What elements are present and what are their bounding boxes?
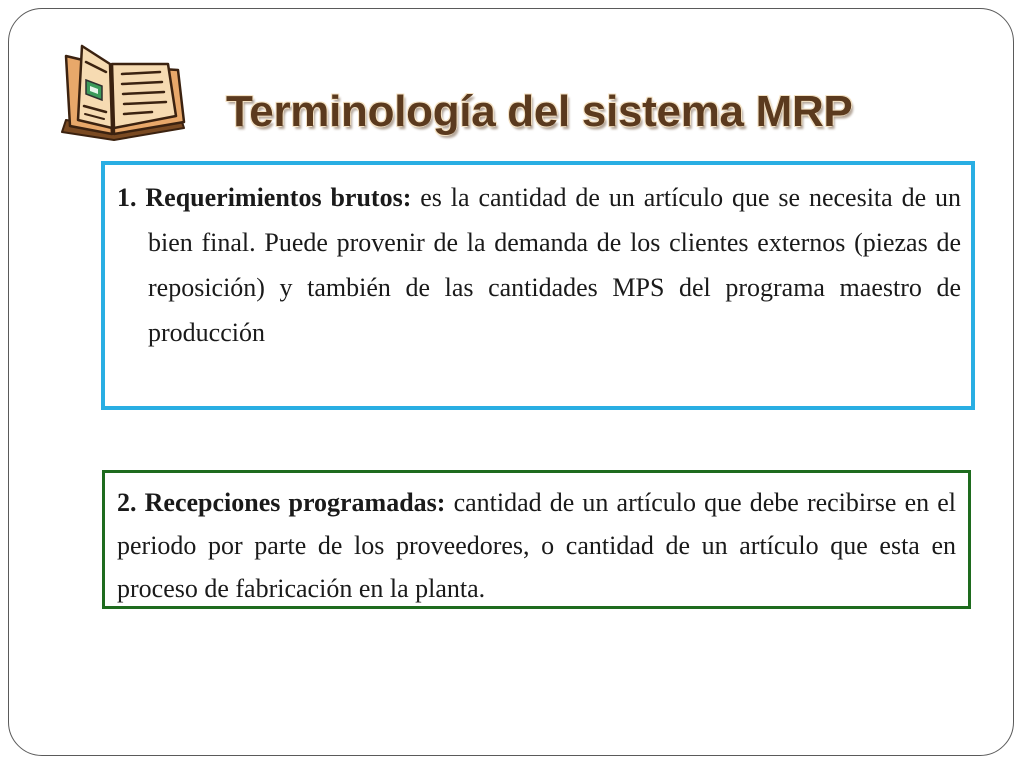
- slide-title: Terminología del sistema MRP: [226, 87, 853, 136]
- open-book-icon: [52, 36, 192, 148]
- definition-box-1: [101, 161, 975, 410]
- definition-2: [117, 481, 956, 610]
- definition-box-2: [102, 470, 971, 609]
- definition-1-term: 1. Requerimientos brutos:: [117, 183, 412, 212]
- definition-2-term: 2. Recepciones programadas:: [117, 488, 446, 517]
- definition-1-text: es la cantidad de un artículo que se necesita de un bien final. Puede provenir de la demanda de los clientes externos (piezas de reposición) y también de las cantidades MPS del programa maestro de producción: [148, 183, 962, 347]
- definition-2-text: cantidad de un artículo que debe recibirse en el periodo por parte de los proveedores, o cantidad de un artículo que esta en proceso de fabricación en la planta.: [117, 488, 956, 603]
- definition-1: [117, 175, 961, 355]
